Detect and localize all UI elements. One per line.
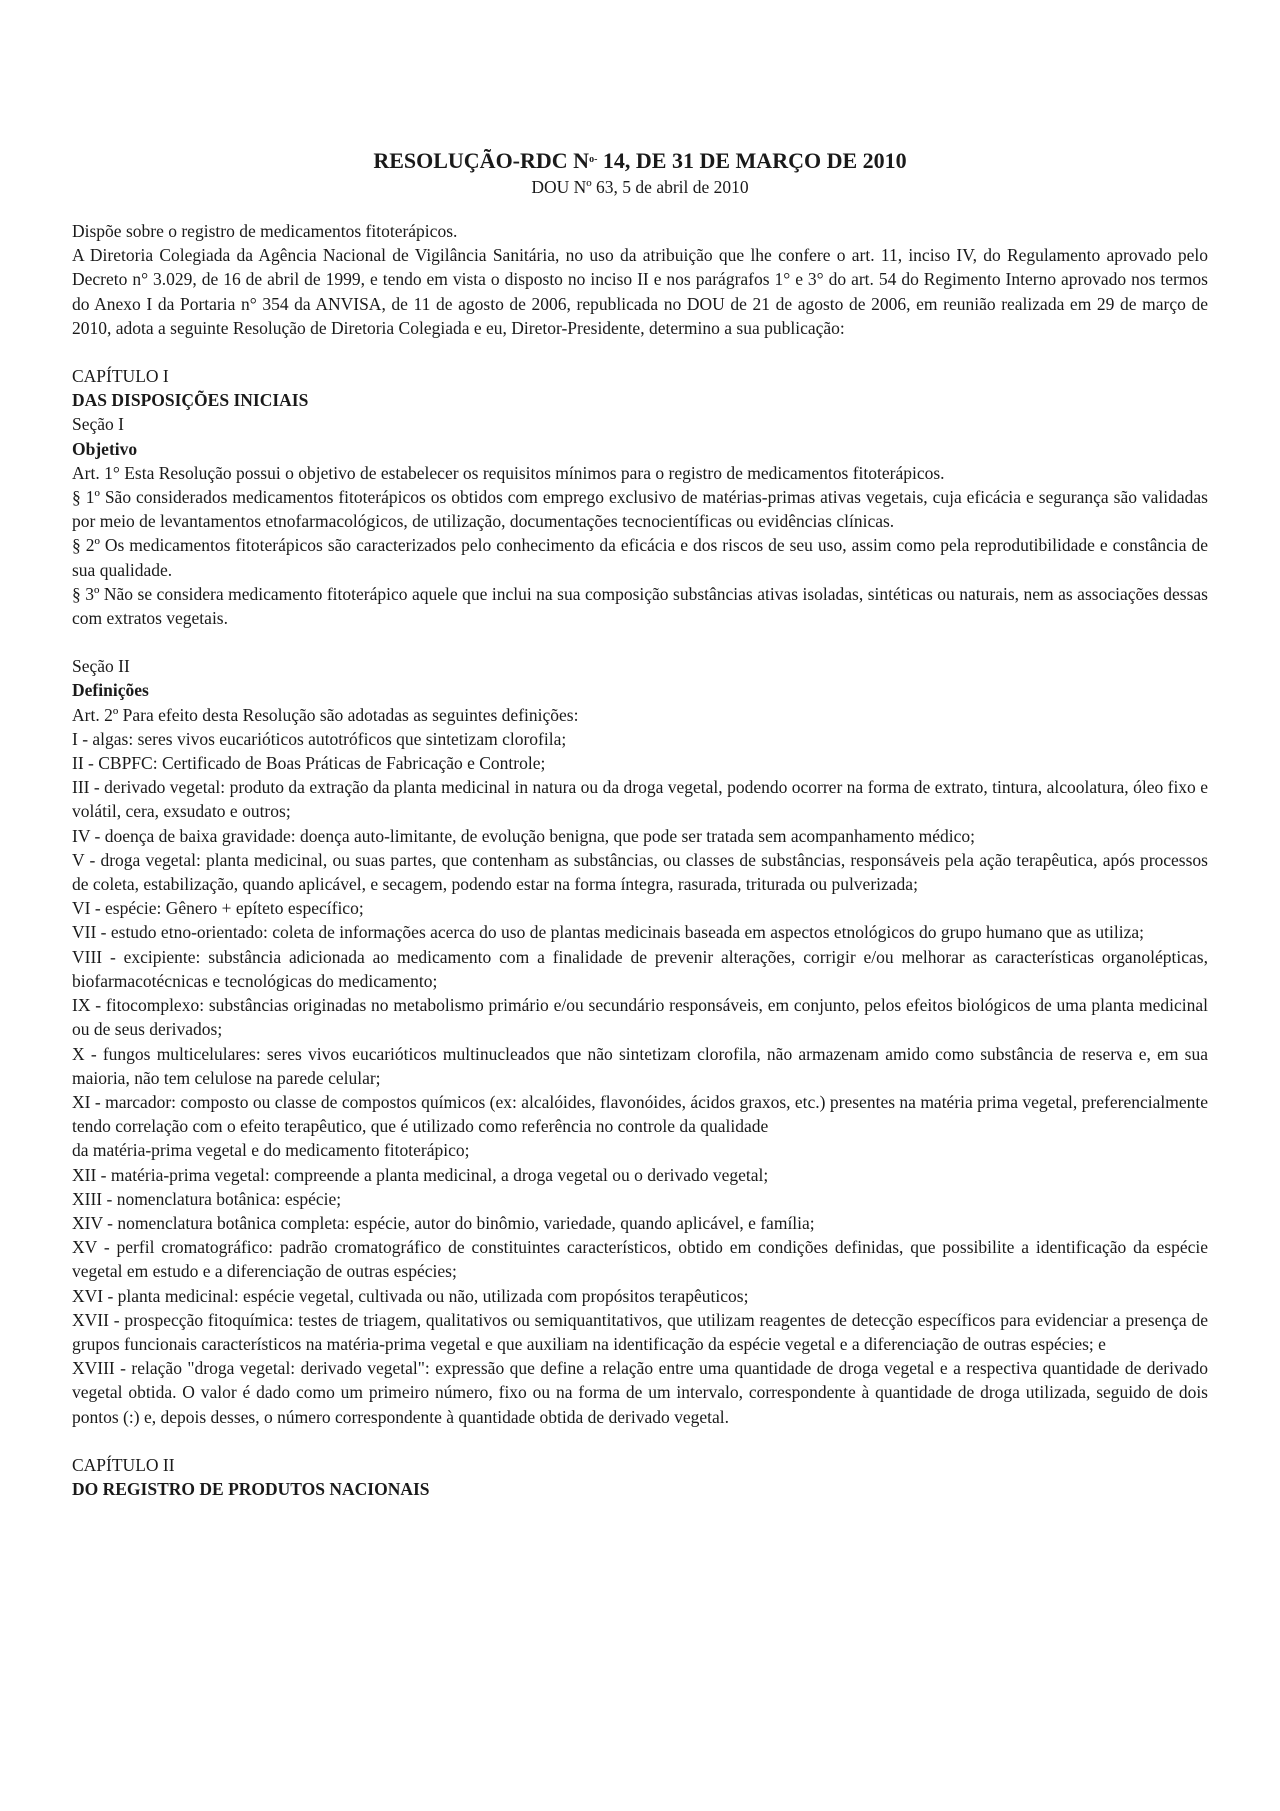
definition-item: IX - fitocomplexo: substâncias originadas no metabolismo primário e/ou secundário responsáveis, em conjunto, pelos efeitos biológicos de uma planta medicinal ou de seus derivados;: [72, 995, 1208, 1040]
document-subtitle: DOU Nº 63, 5 de abril de 2010: [531, 177, 749, 197]
intro-paragraph: Dispõe sobre o registro de medicamentos fitoterápicos.: [72, 221, 458, 241]
definition-item: XIV - nomenclatura botânica completa: espécie, autor do binômio, variedade, quando aplicável, e família;: [72, 1212, 815, 1233]
spacer: [72, 340, 1208, 364]
title-prefix: RESOLUÇÃO-RDC N: [373, 148, 590, 173]
spacer: [72, 630, 1208, 654]
definition-item: XVII - prospecção fitoquímica: testes de triagem, qualitativos ou semiquantitativos, que utilizam reagentes de detecção específicos para evidenciar a presença de grupos funcionais característicos na matéria-prima vegetal e que auxiliam na identificação da espécie vegetal e a diferenciação de outras espécies; e: [72, 1309, 1208, 1354]
definition-item: II - CBPFC: Certificado de Boas Práticas de Fabricação e Controle;: [72, 753, 546, 774]
section-2-label: Seção II: [72, 656, 130, 677]
intro-block: [72, 219, 1208, 340]
article-paragraph: § 2º Os medicamentos fitoterápicos são caracterizados pelo conhecimento da eficácia e dos riscos de seu uso, assim como pela reprodutibilidade e constância de sua qualidade.: [72, 535, 1208, 580]
title-suffix: 14, DE 31 DE MARÇO DE 2010: [597, 148, 907, 173]
spacer: [72, 1429, 1208, 1453]
definition-item: XV - perfil cromatográfico: padrão cromatográfico de constituintes característicos, obtido em condições definidas, que possibilite a identificação da espécie vegetal em estudo e a diferenciação de outras espécies;: [72, 1237, 1208, 1282]
definition-item: XII - matéria-prima vegetal: compreende a planta medicinal, a droga vegetal ou o derivado vegetal;: [72, 1164, 769, 1185]
definition-item: III - derivado vegetal: produto da extração da planta medicinal in natura ou da droga vegetal, podendo ocorrer na forma de extrato, tintura, alcoolatura, óleo fixo e volátil, cera, exsudato e outros;: [72, 777, 1208, 822]
document-title: [72, 146, 1208, 175]
article-paragraph: § 1º São considerados medicamentos fitoterápicos os obtidos com emprego exclusivo de matérias-primas ativas vegetais, cuja eficácia e segurança são validadas por meio de levantamentos etnofarmacológicos, de utilização, documentações tecnocientíficas ou evidências clínicas.: [72, 487, 1208, 532]
definition-item: XVIII - relação "droga vegetal: derivado vegetal": expressão que define a relação entre uma quantidade de droga vegetal e a respectiva quantidade de derivado vegetal obtida. O valor é dado como um primeiro número, fixo ou na forma de um intervalo, correspondente à quantidade de droga utilizada, seguido de dois pontos (:) e, depois desses, o número correspondente à quantidade obtida de derivado vegetal.: [72, 1358, 1208, 1427]
document-page: [72, 146, 1208, 1501]
definition-item: Art. 2º Para efeito desta Resolução são adotadas as seguintes definições:: [72, 704, 579, 725]
chapter-1-label: CAPÍTULO I: [72, 366, 169, 387]
definition-item: XI - marcador: composto ou classe de compostos químicos (ex: alcalóides, flavonóides, ácidos graxos, etc.) presentes na matéria prima vegetal, preferencialmente tendo correlação com o efeito terapêutico, que é utilizado como referência no controle da qualidade: [72, 1091, 1208, 1137]
definition-item: VII - estudo etno-orientado: coleta de informações acerca do uso de plantas medicinais baseada em aspectos etnológicos do grupo humano que as utiliza;: [72, 922, 1144, 943]
title-superscript: o-: [589, 154, 598, 165]
definition-item: I - algas: seres vivos eucarióticos autotróficos que sintetizam clorofila;: [72, 728, 567, 749]
section-2-body: [72, 703, 1208, 1429]
section-1-title: Objetivo: [72, 438, 138, 459]
definition-item: VIII - excipiente: substância adicionada ao medicamento com a finalidade de prevenir alterações, corrigir e/ou melhorar as características organolépticas, biofarmacotécnicas e tecnológicas do medicamento;: [72, 946, 1208, 991]
section-1-label: Seção I: [72, 414, 124, 435]
definition-item: VI - espécie: Gênero + epíteto específico;: [72, 898, 364, 919]
article-paragraph: § 3º Não se considera medicamento fitoterápico aquele que inclui na sua composição substâncias ativas isoladas, sintéticas ou naturais, nem as associações dessas com extratos vegetais.: [72, 583, 1208, 629]
article-paragraph: Art. 1° Esta Resolução possui o objetivo de estabelecer os requisitos mínimos para o registro de medicamentos fitoterápicos.: [72, 462, 945, 483]
chapter-2-label: CAPÍTULO II: [72, 1454, 175, 1475]
definition-item: XIII - nomenclatura botânica: espécie;: [72, 1188, 342, 1209]
definition-item: V - droga vegetal: planta medicinal, ou suas partes, que contenham as substâncias, ou classes de substâncias, responsáveis pela ação terapêutica, após processos de coleta, estabilização, quando aplicável, e secagem, podendo estar na forma íntegra, rasurada, triturada ou pulverizada;: [72, 849, 1208, 895]
section-1-body: [72, 461, 1208, 630]
definition-item: da matéria-prima vegetal e do medicamento fitoterápico;: [72, 1140, 470, 1161]
section-2-title: Definições: [72, 680, 149, 701]
definition-item: IV - doença de baixa gravidade: doença auto-limitante, de evolução benigna, que pode ser tratada sem acompanhamento médico;: [72, 825, 975, 846]
intro-paragraph: A Diretoria Colegiada da Agência Nacional de Vigilância Sanitária, no uso da atribuição que lhe confere o art. 11, inciso IV, do Regulamento aprovado pelo Decreto n° 3.029, de 16 de abril de 1999, e tendo em vista o disposto no inciso II e nos parágrafos 1° e 3° do art. 54 do Regimento Interno aprovado nos termos do Anexo I da Portaria n° 354 da ANVISA, de 11 de agosto de 2006, republicada no DOU de 21 de agosto de 2006, em reunião realizada em 29 de março de 2010, adota a seguinte Resolução de Diretoria Colegiada e eu, Diretor-Presidente, determino a sua publicação:: [72, 245, 1208, 338]
chapter-2-title: DO REGISTRO DE PRODUTOS NACIONAIS: [72, 1478, 430, 1499]
definition-item: XVI - planta medicinal: espécie vegetal, cultivada ou não, utilizada com propósitos terapêuticos;: [72, 1285, 749, 1306]
definition-item: X - fungos multicelulares: seres vivos eucarióticos multinucleados que não sintetizam clorofila, não armazenam amido como substância de reserva e, em sua maioria, não tem celulose na parede celular;: [72, 1043, 1208, 1088]
chapter-1-title: DAS DISPOSIÇÕES INICIAIS: [72, 390, 309, 411]
